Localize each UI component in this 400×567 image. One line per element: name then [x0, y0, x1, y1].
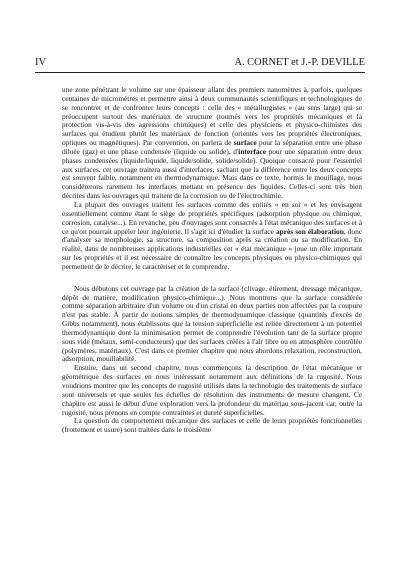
paragraph: [62, 417, 362, 435]
text-run: une zone pénétrant le volume sur une épaisseur allant des premiers nanomètres à, parfois, quelques centaines de micromètres et permettre ainsi à deux communautés scientifiques et technologiques de se rencontrer et de confronter leurs concepts : celle des « métallurgistes » (au sens large) qui se préoccupent surtout des matériaux de structure (tournés vers les propriétés mécaniques et la protection vis-à-vis des agressions chimiques) et celle des physiciens et physico-chimistes des surfaces qui étudient plutôt les matériaux de fonction (orientés vers les propriétés électroniques, optiques ou magnétiques). Par convention, on parlera de: [62, 85, 362, 148]
text-run: , donc d'analyser sa morphologie, sa structure, sa composition après sa création ou sa modification. En réalité, dans de nombreuses applications industrielles cet « état mécanique » joue un rôle important sur les propriétés et il est nécessaire de connaître les concepts physiques ou physico-chimiques qui permettent de le décrire, le caractériser et le comprendre.: [62, 226, 362, 271]
paragraph: [62, 285, 362, 365]
paragraph: [62, 201, 362, 272]
page-header: [35, 56, 365, 69]
bold-term: après son élaboration: [275, 226, 344, 236]
body-text: [62, 86, 362, 435]
text-run: La plupart des ouvrages traitent les surfaces comme des entités « en soi » et les envisagent essentiellement comme étant le siège de propriétés spécifiques (adsorption physique ou chimique, corrosion, catalyse...). En revanche, peu d'ouvrages sont consacrés à l'état mécanique des surfaces et à ce qu'on pourrait appeler leur ingénierie. Il s'agit ici d'étudier la surface: [62, 199, 362, 236]
page-number: IV: [35, 57, 46, 68]
bold-term: interface: [238, 146, 267, 156]
bold-term: surface: [233, 138, 257, 148]
text-run: pour la séparation entre une phase diluée (gaz) et une phase condensée (liquide ou solide), d': [62, 138, 362, 156]
text-run: Nous débutons cet ouvrage par la création de la surface (clivage, étirement, dressage mécanique, dépôt de matière, modification physico-chimique...). Nous montrons que la surface considérée comme séparation arbitraire d'un volume ou d'un cristal en deux parties non affectées par la coupure n'est pas stable. À partir de notions simples de thermodynamique classique (quantités d'excès de Gibbs notamment), nous établissons que la tension superficielle est reliée directement à un potentiel thermodynamique dont la minimisation permet de comprendre l'évolution tant de la surface propre sous vide (métaux, semi-conducteurs) que des surfaces créées à l'air libre ou en atmosphère contrôlée (polymères, matériaux). C'est dans ce premier chapitre que nous abordons relaxation, reconstruction, adsorption, mouillabilité.: [62, 283, 362, 364]
paragraph: [62, 364, 362, 417]
paragraph: [62, 86, 362, 201]
text-run: pour une séparation entre deux phases condensées (liquide/liquide, liquide/solide, solide/solide). Quoique consacré pour l'essentiel aux surfaces, cet ouvrage traitera aussi d'interfaces, sachant que la différence entre les deux concepts est souvent faible, notamment en thermodynamique. Mais dans ce texte, hormis le mouillage, nous considérerons rarement les interfaces mettant en présence des liquides. Celles-ci sont très bien décrites dans les ouvrages qui traitent de la corrosion ou de l'électrochimie.: [62, 146, 363, 201]
header-rule: [35, 72, 365, 73]
text-run: Ensuite, dans un second chapitre, nous commençons la description de l'état mécanique et géométrique des surfaces en nous intéressant notamment aux définitions de la rugosité. Nous voudrions montrer que les concepts de rugosité utilisés dans la technologie des traitements de surface sont universels et que seules les échelles de résolution des instruments de mesure changent. Ce chapitre est aussi le début d'une exploration vers la profondeur du matériau sous-jacent car, outre la rugosité, nous prenons en compte contraintes et dureté superficielles.: [62, 363, 362, 417]
text-run: La question du comportement mécanique des surfaces et celle de leurs propriétés fonctionnelles (frottement et usure) sont traitées dans le troisième: [62, 416, 362, 435]
running-head: A. CORNET et J.-P. DEVILLE: [234, 57, 365, 68]
